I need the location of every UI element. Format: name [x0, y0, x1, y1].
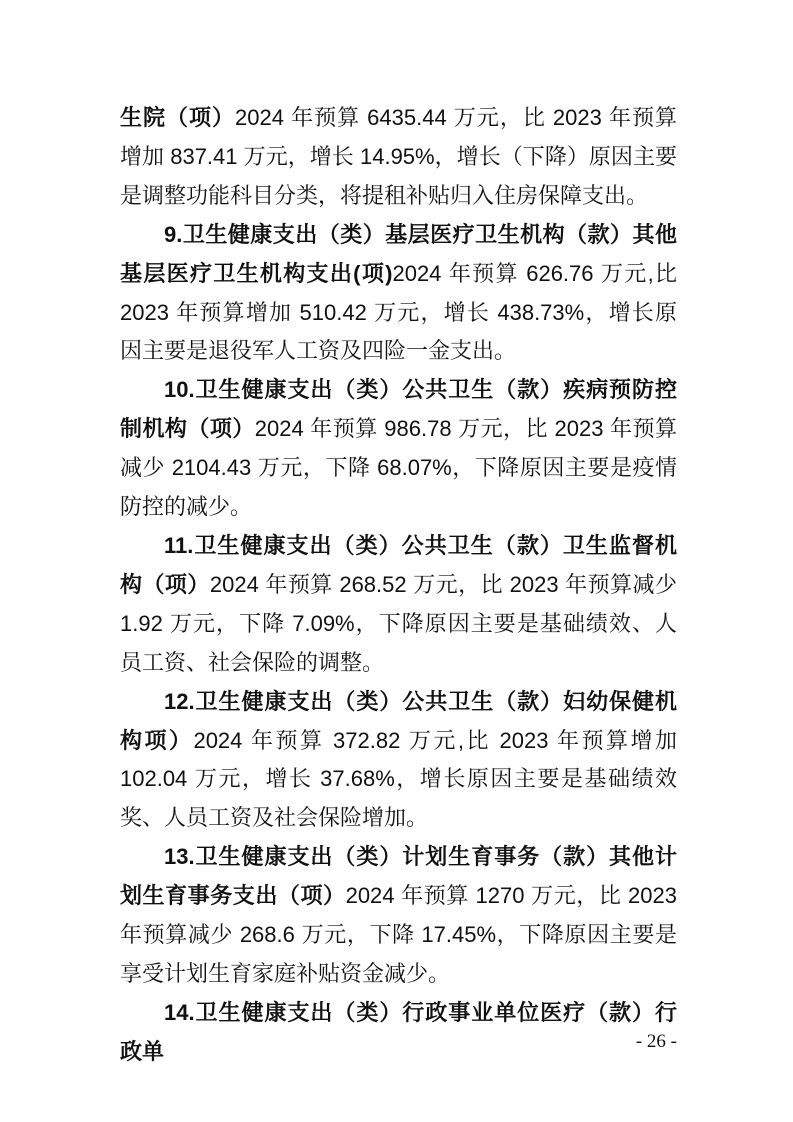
paragraph-9-heading: 9.卫生健康支出（类）基层医疗卫生机构（款）其他基层医疗卫生机构支出(项) [120, 221, 677, 286]
paragraph-12-heading: 12.卫生健康支出（类）公共卫生（款）妇幼保健机构项） [120, 688, 677, 753]
paragraph-11-heading: 11.卫生健康支出（类）公共卫生（款）卫生监督机构（项） [120, 532, 677, 597]
paragraph-12-body: 2024 年预算 372.82 万元,比 2023 年预算增加 102.04 万元，增长 37.68%，增长原因主要是基础绩效奖、人员工资及社会保险增加。 [120, 727, 677, 831]
paragraph-13-heading: 13.卫生健康支出（类）计划生育事务（款）其他计划生育事务支出（项） [120, 844, 677, 909]
paragraph-10-heading: 10.卫生健康支出（类）公共卫生（款）疾病预防控制机构（项） [120, 377, 677, 442]
paragraph-10-body: 2024 年预算 986.78 万元，比 2023 年预算减少 2104.43 万元，下降 68.07%，下降原因主要是疫情防控的减少。 [120, 416, 677, 520]
page-number: - 26 - [635, 1031, 677, 1052]
paragraph-11-body: 2024 年预算 268.52 万元，比 2023 年预算减少 1.92 万元，下降 7.09%，下降原因主要是基础绩效、人员工资、社会保险的调整。 [120, 571, 677, 675]
paragraph-9 [120, 216, 677, 372]
paragraph-8-body: 2024 年预算 6435.44 万元，比 2023 年预算增加 837.41 万元，增长 14.95%，增长（下降）原因主要是调整功能科目分类，将提租补贴归入住房保障支出。 [120, 105, 677, 208]
paragraph-14-heading: 14.卫生健康支出（类）行政事业单位医疗（款）行政单 [120, 999, 677, 1064]
paragraph-10 [120, 371, 677, 527]
paragraph-13-body: 2024 年预算 1270 万元，比 2023 年预算减少 268.6 万元，下降 17.45%，下降原因主要是享受计划生育家庭补贴资金减少。 [120, 883, 677, 986]
paragraph-8-continued [120, 99, 677, 216]
paragraph-9-body: 2024 年预算 626.76 万元,比 2023 年预算增加 510.42 万元，增长 438.73%，增长原因主要是退役军人工资及四险一金支出。 [120, 260, 678, 364]
paragraph-8-heading-tail: 生院（项） [120, 105, 236, 130]
paragraph-12 [120, 683, 677, 839]
document-text-block [120, 99, 677, 1072]
paragraph-13 [120, 838, 677, 994]
paragraph-11 [120, 527, 677, 683]
